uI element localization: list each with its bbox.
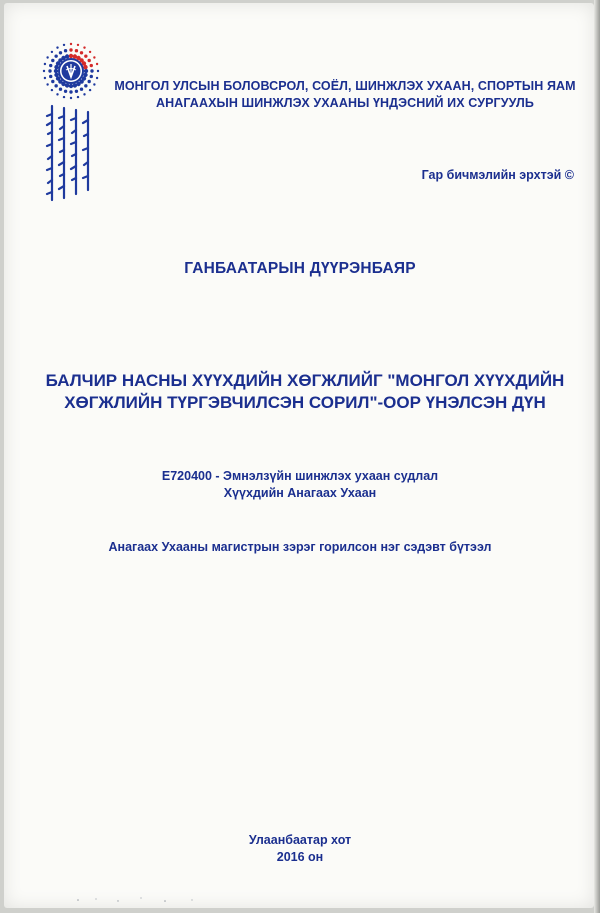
page-edge xyxy=(594,0,600,913)
degree-statement: Анагаах Ухааны магистрын зэрэг горилсон нэг сэдэвт бүтээл xyxy=(108,540,492,554)
university-emblem-icon xyxy=(38,38,104,104)
city: Улаанбаатар хот xyxy=(248,833,352,847)
author-name: ГАНБААТАРЫН ДҮҮРЭНБАЯР xyxy=(184,260,416,277)
year: 2016 он xyxy=(276,850,324,864)
specialization-field: Хүүхдийн Анагаах Ухаан xyxy=(223,486,377,500)
thesis-title-line2: ХӨГЖЛИЙН ТҮРГЭВЧИЛСЭН СОРИЛ"-ООР ҮНЭЛСЭН ДҮН xyxy=(64,393,546,412)
thesis-title xyxy=(40,370,570,414)
specialization xyxy=(0,468,600,502)
university-line: АНАГААХЫН ШИНЖЛЭХ УХААНЫ ҮНДЭСНИЙ ИХ СУРГУУЛЬ xyxy=(156,96,534,110)
university-header xyxy=(110,78,580,112)
mongolian-script-text xyxy=(42,104,102,204)
paper-specks xyxy=(70,895,220,905)
specialization-code: E720400 - Эмнэлзүйн шинжлэх ухаан судлал xyxy=(161,469,439,483)
place-and-year xyxy=(0,832,600,866)
copyright-note: Гар бичмэлийн эрхтэй © xyxy=(421,168,574,182)
ministry-line: МОНГОЛ УЛСЫН БОЛОВСРОЛ, СОЁЛ, ШИНЖЛЭХ УХААН, СПОРТЫН ЯАМ xyxy=(114,79,576,93)
thesis-title-line1: БАЛЧИР НАСНЫ ХҮҮХДИЙН ХӨГЖЛИЙГ "МОНГОЛ ХҮҮХДИЙН xyxy=(45,371,565,390)
